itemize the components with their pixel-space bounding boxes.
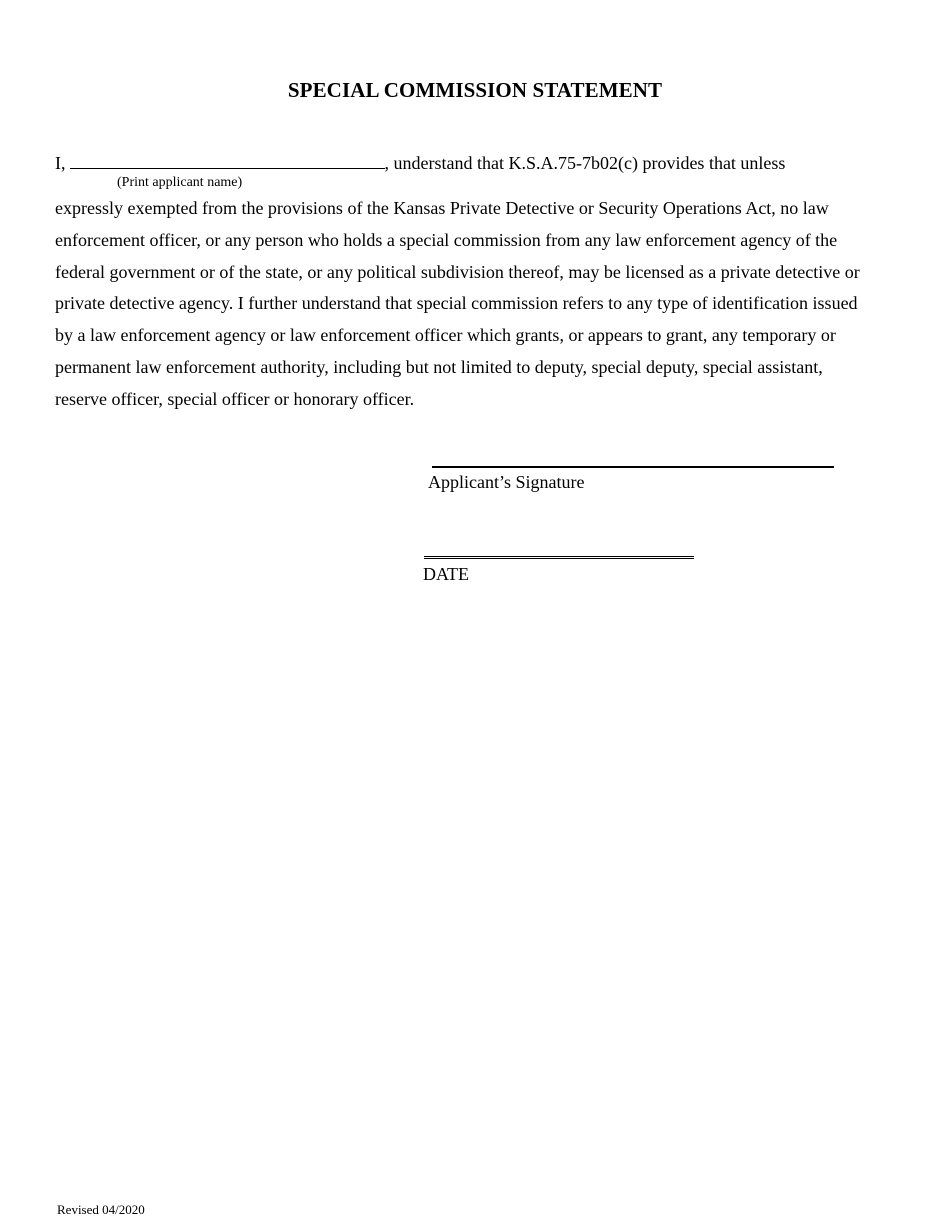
signature-label: Applicant’s Signature [428, 472, 585, 492]
statement-body-line: enforcement officer, or any person who holds a special commission from any law enforcement agency of the [55, 229, 838, 250]
statement-prefix: I, [55, 153, 66, 173]
applicant-name-caption: (Print applicant name) [117, 175, 243, 190]
date-field[interactable] [424, 556, 694, 559]
applicant-name-field[interactable] [70, 153, 385, 169]
applicant-statement-line [55, 152, 785, 174]
signature-field[interactable] [432, 466, 834, 468]
statement-body [55, 193, 900, 416]
statement-body-line: reserve officer, special officer or honorary officer. [55, 388, 415, 409]
statement-suffix: , understand that K.S.A.75-7b02(c) provides that unless [384, 153, 786, 173]
statement-body-line: federal government or of the state, or any political subdivision thereof, may be licensed as a private detective or [55, 261, 860, 282]
statement-body-line: by a law enforcement agency or law enforcement officer which grants, or appears to grant, any temporary or [55, 325, 836, 346]
date-label: DATE [423, 564, 469, 584]
statement-body-line: permanent law enforcement authority, including but not limited to deputy, special deputy, special assistant, [55, 356, 823, 377]
statement-body-line: expressly exempted from the provisions of the Kansas Private Detective or Security Operations Act, no law [55, 198, 829, 218]
statement-body-line: private detective agency. I further understand that special commission refers to any type of identification issued [55, 293, 858, 314]
revision-footer: Revised 04/2020 [57, 1202, 145, 1217]
document-title: SPECIAL COMMISSION STATEMENT [287, 78, 663, 102]
